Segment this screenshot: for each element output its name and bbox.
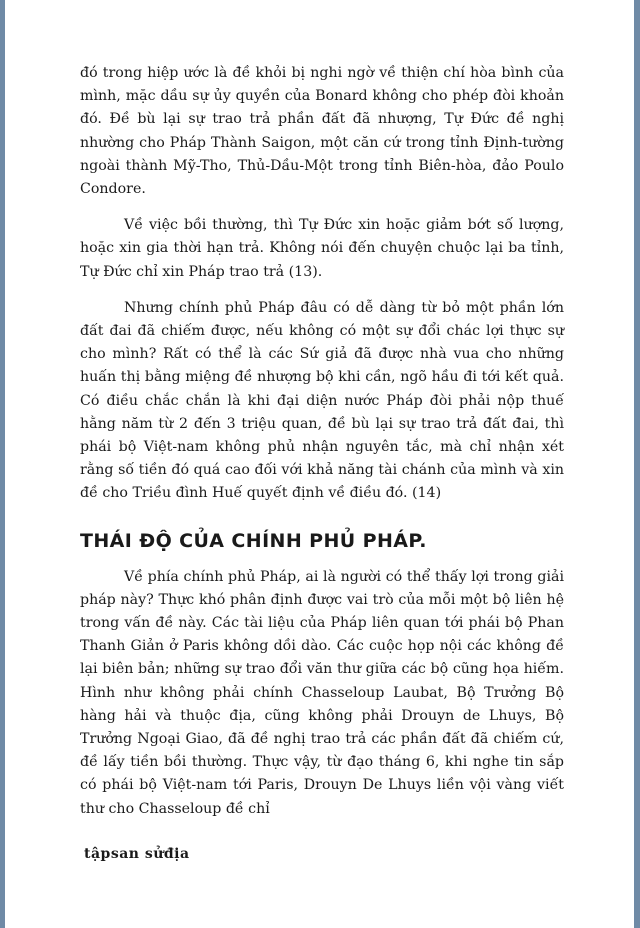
scan-edge-left [0, 0, 5, 928]
paragraph-3: Nhưng chính phủ Pháp đâu có dễ dàng từ bỏ một phần lớn đất đai đã chiếm được, nếu không có một sự đổi chác lợi thực sự cho mình? Rất có thể là các Sứ giả đã được nhà vua cho những huấn thị bằng miệng đề nhượng bộ khi cần, ngõ hầu đi tới kết quả. Có điều chắc chắn là khi đại diện nước Pháp đòi phải nộp thuế hằng năm từ 2 đến 3 triệu quan, đề bù lại sự trao trả đất đai, thì phái bộ Việt-nam không phủ nhận nguyên tắc, mà chỉ nhận xét rằng số tiền đó quá cao đối với khả năng tài chánh của mình và xin đề cho Triều đình Huế quyết định về điều đó. (14) [80, 299, 564, 502]
paragraph-4: Về phía chính phủ Pháp, ai là người có thể thấy lợi trong giải pháp này? Thực khó phân định được vai trò của mỗi một bộ liên hệ trong vấn đề này. Các tài liệu của Pháp liên quan tới phái bộ Phan Thanh Giản ở Paris không dồi dào. Các cuộc họp nội các không đề lại biên bản; những sự trao đổi văn thư giữa các bộ cũng họa hiếm. Hình như không phải chính Chasseloup Laubat, Bộ Trưởng Bộ hàng hải và thuộc địa, cũng không phải Drouyn de Lhuys, Bộ Trưởng Ngoại Giao, đã đề nghị trao trả các phần đất đã chiếm cứ, đề lấy tiền bồi thường. Thực vậy, từ đạo tháng 6, khi nghe tin sắp có phái bộ Việt-nam tới Paris, Drouyn De Lhuys liền vội vàng viết thư cho Chasseloup đề chỉ [80, 568, 564, 817]
paragraph-2: Về việc bồi thường, thì Tự Đức xin hoặc giảm bớt số lượng, hoặc xin gia thời hạn trả. Không nói đến chuyện chuộc lại ba tỉnh, Tự Đức chỉ xin Pháp trao trả (13). [80, 217, 564, 280]
document-page [80, 62, 564, 834]
journal-footer: tậpsan sửđịa [84, 846, 190, 862]
scan-edge-right [634, 0, 640, 928]
section-heading: THÁI ĐỘ CỦA CHÍNH PHỦ PHÁP. [80, 529, 427, 552]
paragraph-1: đó trong hiệp ước là đề khỏi bị nghi ngờ về thiện chí hòa bình của mình, mặc dầu sự ủy quyền của Bonard không cho phép đòi khoản đó. Đề bù lại sự trao trả phần đất đã nhượng, Tự Đức đề nghị nhường cho Pháp Thành Saigon, một căn cứ trong tỉnh Định-tường ngoài thành Mỹ-Tho, Thủ-Dầu-Một trong tỉnh Biên-hòa, đảo Poulo Condore. [80, 65, 564, 198]
